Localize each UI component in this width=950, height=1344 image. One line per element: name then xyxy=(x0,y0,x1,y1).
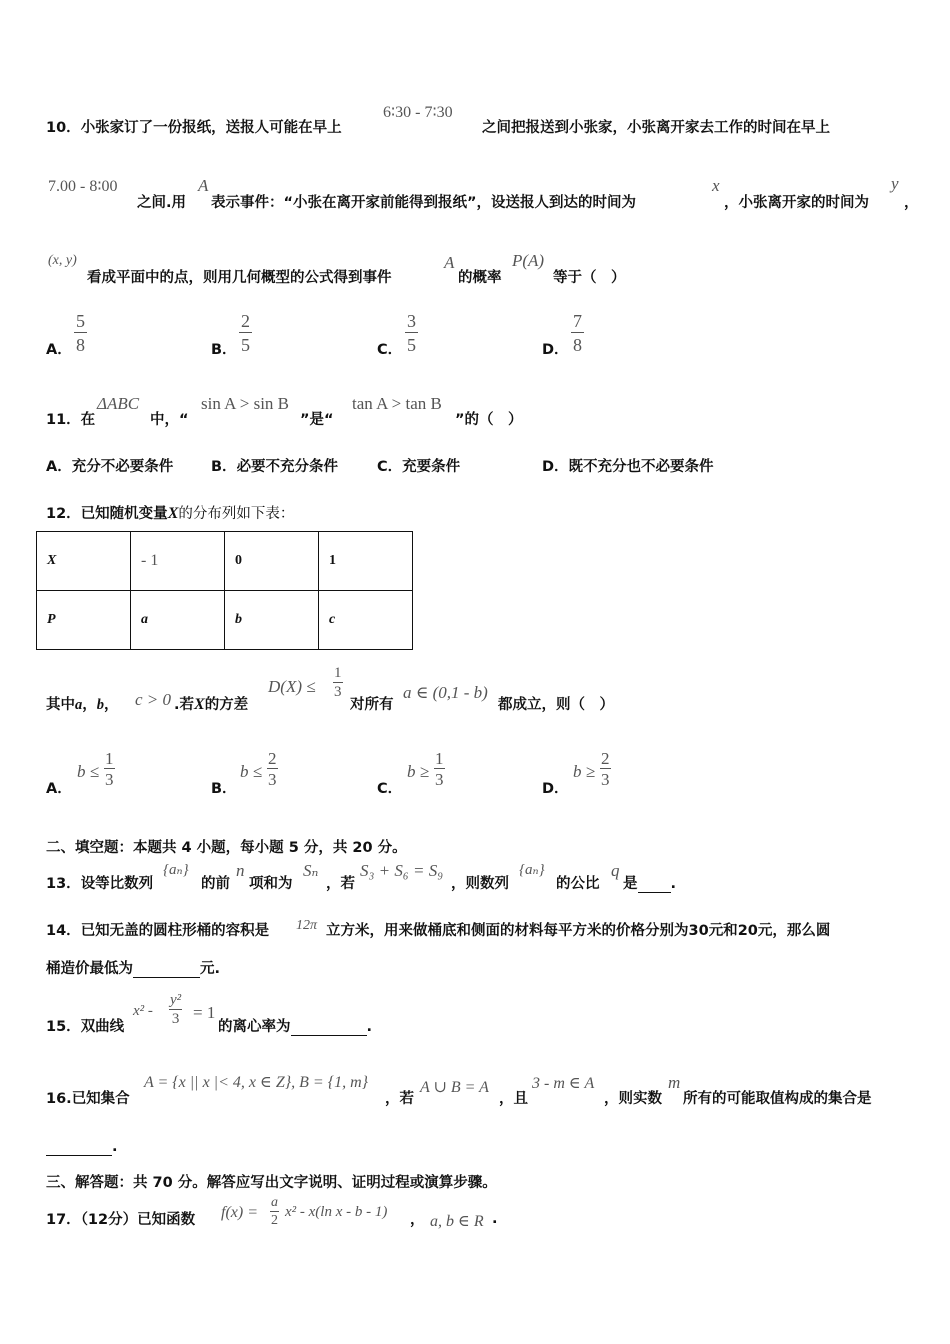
q13-text-3: 项和为 xyxy=(249,876,293,892)
q11-number: 11．在 xyxy=(46,412,96,428)
table-cell: P xyxy=(37,591,131,650)
q12-option-C-var[interactable]: b ≥ xyxy=(407,762,430,781)
q13-sequence-an-2: {aₙ} xyxy=(519,862,545,878)
q12-a-range: a ∈ (0,1 - b) xyxy=(403,683,488,702)
q11-triangle: ΔABC xyxy=(97,394,140,413)
q12-variance-bound: 1 3 xyxy=(334,665,342,700)
q12-option-D-value[interactable]: 2 3 xyxy=(601,749,610,789)
q11-condition-tan: tan A > tan B xyxy=(352,394,442,413)
q12-option-C-value[interactable]: 1 3 xyxy=(435,749,444,789)
distribution-table xyxy=(36,531,413,650)
q10-var-x: x xyxy=(712,176,720,195)
q13-answer-blank[interactable] xyxy=(638,876,671,893)
q12-option-C-label[interactable]: C． xyxy=(377,781,403,797)
q16-sets: A = {x || x |< 4, x ∈ Z}, B = {1, m} xyxy=(144,1074,369,1091)
q13-equation: S₃ + S₆ = S₉ xyxy=(360,861,444,880)
q17-fx: f(x) = xyxy=(221,1204,258,1221)
q10-text-9: 等于（ ） xyxy=(553,270,626,286)
q10-text-5: ，小张离开家的时间为 xyxy=(724,195,869,211)
q11-text-3: ”的（ ） xyxy=(455,412,523,428)
q12-c-positive: c > 0 xyxy=(135,690,172,709)
q10-time-range-2: 7.00 - 8∶00 xyxy=(48,178,118,195)
q17-a-over-2: a 2 xyxy=(271,1195,278,1228)
q13-text-4: ，若 xyxy=(326,876,355,892)
q16-start: 16.已知集合 xyxy=(46,1091,130,1107)
q10-number: 10． xyxy=(46,120,81,136)
q16-var-m: m xyxy=(668,1073,681,1092)
table-cell: b xyxy=(225,591,319,650)
table-cell: a xyxy=(131,591,225,650)
q12-option-A-label[interactable]: A． xyxy=(46,781,72,797)
q11-option-A[interactable]: A．充分不必要条件 xyxy=(46,459,174,475)
q12-line1: 12．已知随机变量X的分布列如下表： xyxy=(46,505,295,522)
q16-text-2: ，若 xyxy=(385,1091,414,1107)
q13-var-n: n xyxy=(236,861,245,880)
q11-text-2: ”是“ xyxy=(300,412,334,428)
q10-event-A: A xyxy=(198,176,209,195)
q12-option-A-var[interactable]: b ≤ xyxy=(77,762,100,781)
q11-text-1: 中，“ xyxy=(150,412,189,428)
q14-answer-blank[interactable] xyxy=(133,961,200,978)
q14-volume: 12π xyxy=(296,918,318,933)
q10-point-xy: (x, y) xyxy=(48,253,77,268)
q10-time-range-1: 6∶30 - 7∶30 xyxy=(383,104,453,121)
q10-event-A-2: A xyxy=(444,253,455,272)
q12-variance: D(X) ≤ xyxy=(268,677,316,696)
q12-option-A-value[interactable]: 1 3 xyxy=(105,749,114,789)
q10-text-2: 之间把报送到小张家，小张离开家去工作的时间在早上 xyxy=(482,120,830,136)
q12-text-ruo: .若X的方差 xyxy=(174,696,249,713)
q13-start: 13．设等比数列 xyxy=(46,876,154,892)
q13-sequence-an: {aₙ} xyxy=(163,862,189,878)
q17-domain: a, b ∈ R xyxy=(430,1213,484,1230)
q10-line1 xyxy=(46,116,342,137)
q10-option-D-label[interactable]: D． xyxy=(542,342,569,358)
q15-text-2: 的离心率为 . xyxy=(218,1019,373,1035)
q17-period: . xyxy=(492,1211,498,1227)
table-cell: X xyxy=(37,532,131,591)
q10-option-D-value[interactable]: $\frac{7}{8}$ xyxy=(573,311,582,355)
q13-sum-Sn: Sₙ xyxy=(303,861,319,880)
section-2-heading: 二、填空题：本题共 4 小题，每小题 5 分，共 20 分。 xyxy=(46,840,407,856)
q10-option-C-label[interactable]: C． xyxy=(377,342,403,358)
q12-text-all: 对所有 xyxy=(350,697,394,713)
q15-y2-over-3: y² 3 xyxy=(170,992,182,1027)
q17-start: 17．（12分）已知函数 xyxy=(46,1212,196,1228)
q13-text-2: 的前 xyxy=(201,876,230,892)
q16-text-5: 所有的可能取值构成的集合是 xyxy=(683,1091,872,1107)
q16-answer-blank[interactable] xyxy=(46,1139,112,1156)
q10-text-6: ， xyxy=(904,195,919,211)
q16-text-3: ，且 xyxy=(499,1091,528,1107)
q14-line1a: 14．已知无盖的圆柱形桶的容积是 xyxy=(46,923,270,939)
q15-x-squared: x² - xyxy=(133,1003,153,1019)
q10-option-A-value[interactable]: $\frac{5}{8}$ xyxy=(76,311,85,355)
q12-option-D-var[interactable]: b ≥ xyxy=(573,762,596,781)
q17-expression: x² - x(ln x - b - 1) xyxy=(285,1204,388,1220)
q16-text-4: ，则实数 xyxy=(604,1091,662,1107)
q11-condition-sin: sin A > sin B xyxy=(201,394,290,413)
q10-option-A-label[interactable]: A． xyxy=(46,342,72,358)
q10-probability-PA: P(A) xyxy=(512,251,545,270)
q12-condition-text: 其中a，b， xyxy=(46,697,119,713)
table-row xyxy=(37,532,413,591)
q11-option-D[interactable]: D．既不充分也不必要条件 xyxy=(542,459,714,475)
q10-text-3: 之间.用 xyxy=(137,195,187,211)
q12-option-B-var[interactable]: b ≤ xyxy=(240,762,263,781)
table-cell: c xyxy=(319,591,413,650)
q16-union: A ∪ B = A xyxy=(420,1079,489,1096)
q13-text-6: 的公比 xyxy=(556,876,600,892)
q10-text-8: 的概率 xyxy=(458,270,502,286)
q10-option-B-label[interactable]: B． xyxy=(211,342,237,358)
q10-option-B-value[interactable]: $\frac{2}{5}$ xyxy=(241,311,250,355)
table-cell: - 1 xyxy=(131,532,225,591)
table-cell: 1 xyxy=(319,532,413,591)
section-3-heading: 三、解答题：共 70 分。解答应写出文字说明、证明过程或演算步骤。 xyxy=(46,1175,497,1191)
q14-line2: 桶造价最低为 元. xyxy=(46,961,221,977)
table-row xyxy=(37,591,413,650)
q15-start: 15．双曲线 xyxy=(46,1019,125,1035)
q11-option-B[interactable]: B．必要不充分条件 xyxy=(211,459,339,475)
q12-text-hold: 都成立，则（ ） xyxy=(498,697,614,713)
q10-text-7: 看成平面中的点，则用几何概型的公式得到事件 xyxy=(87,270,392,286)
q13-text-5: ，则数列 xyxy=(451,876,509,892)
q14-line1b: 立方米，用来做桶底和侧面的材料每平方米的价格分别为30元和20元，那么圆 xyxy=(326,923,831,939)
q10-text-4: 表示事件：“小张在离开家前能得到报纸”，设送报人到达的时间为 xyxy=(211,195,637,211)
q12-option-D-label[interactable]: D． xyxy=(542,781,569,797)
q13-ratio-q: q xyxy=(611,861,620,880)
table-cell: 0 xyxy=(225,532,319,591)
q12-option-B-label[interactable]: B． xyxy=(211,781,237,797)
q10-option-C-value[interactable]: $\frac{3}{5}$ xyxy=(407,311,416,355)
q15-equals-one: = 1 xyxy=(193,1003,216,1022)
q16-condition: 3 - m ∈ A xyxy=(532,1075,595,1092)
q11-option-C[interactable]: C．充要条件 xyxy=(377,459,461,475)
q15-answer-blank[interactable] xyxy=(291,1019,367,1036)
q10-text-1: 小张家订了一份报纸，送报人可能在早上 xyxy=(80,120,342,136)
q17-comma: ， xyxy=(410,1212,425,1228)
q13-text-7: 是 . xyxy=(623,876,677,892)
q10-var-y: y xyxy=(891,174,899,193)
q12-option-B-value[interactable]: 2 3 xyxy=(268,749,277,789)
q16-line2: . xyxy=(46,1139,118,1156)
